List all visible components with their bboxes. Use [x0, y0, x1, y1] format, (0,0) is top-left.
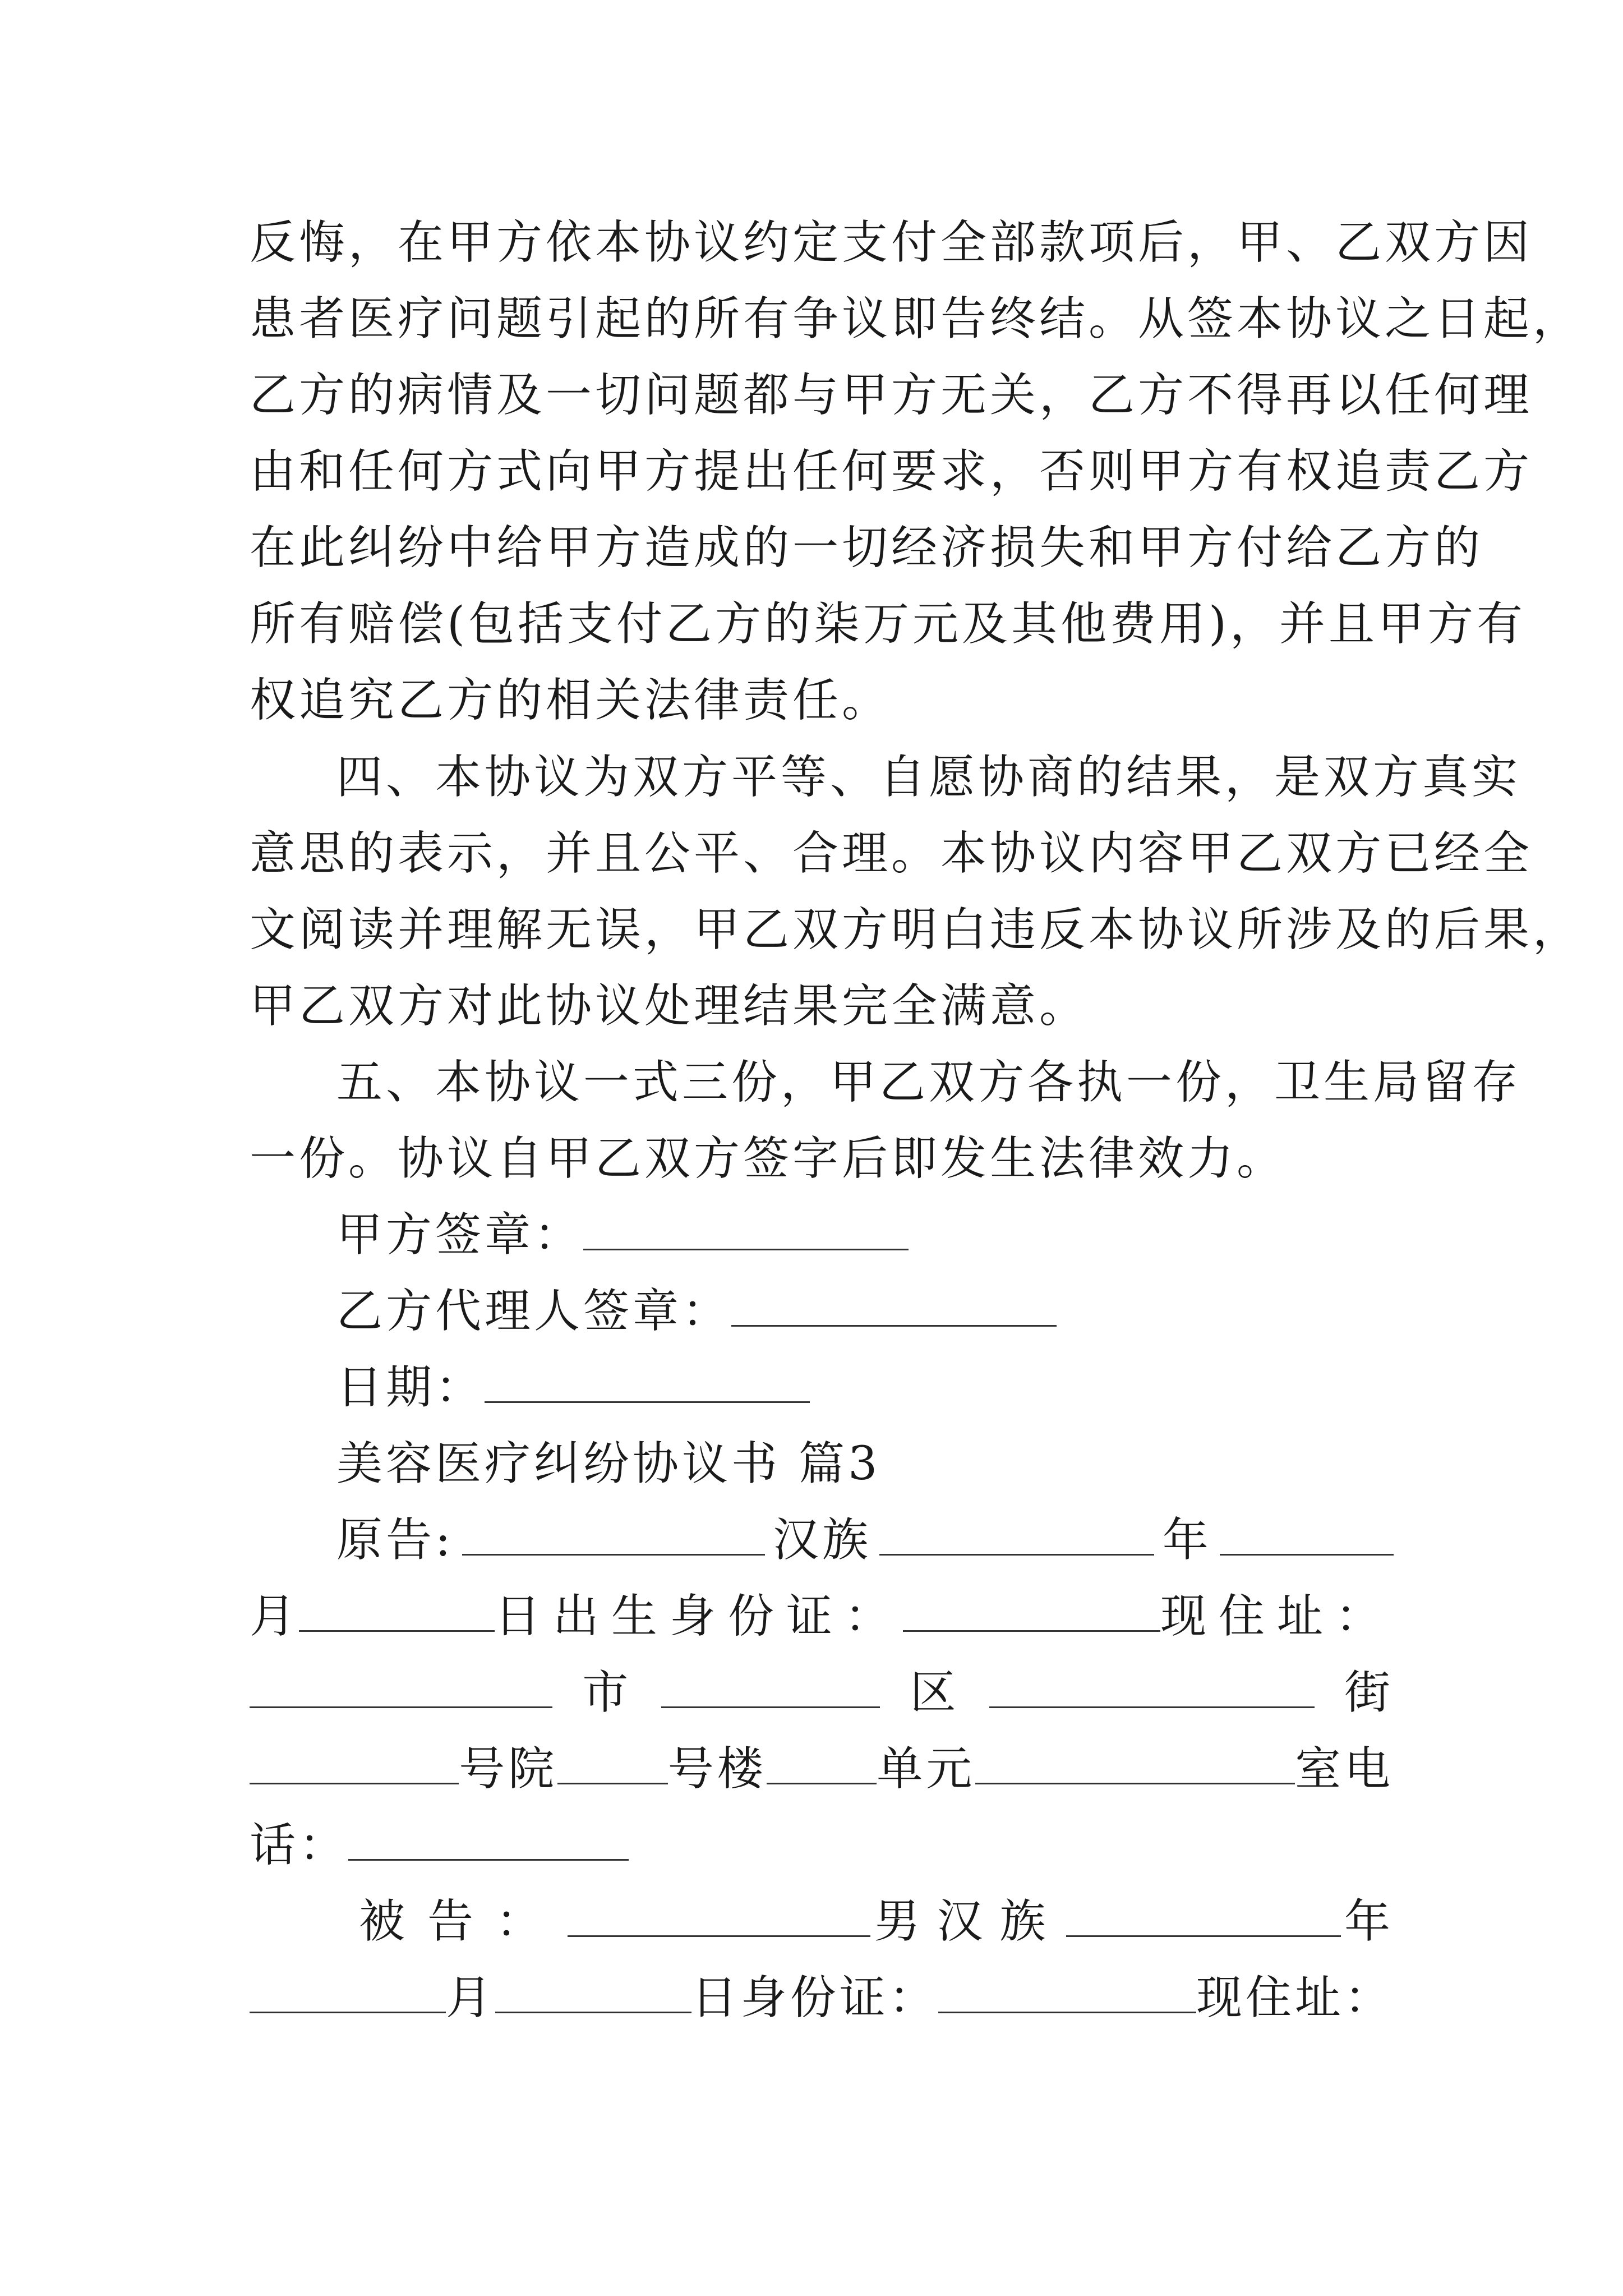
date-blank: [485, 1366, 810, 1403]
paragraph-line: 由和任何方式向甲方提出任何要求，否则甲方有权追责乙方: [250, 445, 1533, 498]
paragraph-line: 甲乙双方对此协议处理结果完全满意。: [250, 979, 1089, 1033]
street-blank: [989, 1672, 1315, 1708]
building-blank: [557, 1748, 667, 1784]
year-blank: [250, 1977, 446, 2013]
room-blank: [975, 1748, 1295, 1784]
yard-label: 号院: [459, 1742, 558, 1796]
date-label: 日期：: [336, 1361, 485, 1414]
plaintiff-label: 原告:: [336, 1513, 454, 1567]
birth-id-label: 日出生身份证：: [494, 1590, 903, 1643]
plaintiff-line-2: [250, 1586, 1394, 1648]
district-label: 区: [910, 1666, 960, 1719]
month-label: 月: [445, 1971, 495, 2024]
signature-label: 乙方代理人签章：: [336, 1285, 732, 1338]
building-label: 号楼: [667, 1742, 767, 1796]
day-id-label: 日身份证：: [691, 1971, 938, 2024]
signature-label: 甲方签章：: [336, 1208, 584, 1262]
plaintiff-line-3: [250, 1662, 1394, 1724]
yard-blank: [250, 1748, 459, 1784]
year-label: 年: [1344, 1895, 1394, 1948]
address-label: 现住址：: [1160, 1590, 1394, 1643]
address-label: 现住址：: [1196, 1971, 1394, 2024]
signature-blank: [731, 1290, 1057, 1327]
month-blank: [299, 1595, 495, 1632]
defendant-line-2: [250, 1967, 1394, 2029]
defendant-line-1: [359, 1891, 1394, 1953]
paragraph-line: 权追究乙方的相关法律责任。: [250, 674, 892, 727]
paragraph-line: 所有赔偿(包括支付乙方的柒万元及其他费用)，并且甲方有: [250, 597, 1526, 651]
month-label: 月: [250, 1590, 299, 1643]
unit-label: 单元: [877, 1742, 976, 1796]
plaintiff-line-5: [250, 1815, 1394, 1876]
paragraph-line: 反悔，在甲方依本协议约定支付全部款项后，甲、乙双方因: [250, 216, 1533, 269]
signature-date: [336, 1357, 1394, 1419]
paragraph-line: 乙方的病情及一切问题都与甲方无关，乙方不得再以任何理: [250, 369, 1533, 422]
month-blank: [495, 1977, 691, 2013]
paragraph-line: 一份。协议自甲乙双方签字后即发生法律效力。: [250, 1132, 1287, 1185]
ethnicity-label: 汉族: [773, 1513, 872, 1567]
year-blank: [1220, 1519, 1394, 1556]
room-phone-label: 室电: [1295, 1742, 1394, 1796]
name-blank: [568, 1901, 870, 1937]
unit-blank: [767, 1748, 877, 1784]
id-blank: [938, 1977, 1196, 2013]
id-blank: [903, 1595, 1160, 1632]
paragraph-line: 患者医疗问题引起的所有争议即告终结。从签本协议之日起，: [250, 292, 1583, 346]
defendant-label: 被告：: [359, 1895, 565, 1948]
signature-party-b-agent: [336, 1281, 1394, 1342]
signature-party-a: [336, 1204, 1394, 1266]
ethnicity-blank: [1066, 1901, 1341, 1937]
phone-blank: [348, 1824, 629, 1861]
street-label: 街: [1344, 1666, 1394, 1719]
city-label: 市: [582, 1666, 632, 1719]
plaintiff-line-1: [336, 1510, 1394, 1571]
name-blank: [462, 1519, 765, 1556]
signature-blank: [583, 1214, 909, 1250]
paragraph-line: 五、本协议一式三份，甲乙双方各执一份，卫生局留存: [336, 1056, 1521, 1109]
city-blank: [250, 1672, 552, 1708]
district-blank: [661, 1672, 880, 1708]
paragraph-line: 意思的表示，并且公平、合理。本协议内容甲乙双方已经全: [250, 827, 1533, 880]
year-label: 年: [1162, 1513, 1212, 1567]
ethnicity-blank: [879, 1519, 1154, 1556]
paragraph-line: 四、本协议为双方平等、自愿协商的结果，是双方真实: [336, 751, 1521, 804]
gender-ethnicity-label: 男汉族: [874, 1895, 1063, 1948]
paragraph-line: 在此纠纷中给甲方造成的一切经济损失和甲方付给乙方的: [250, 521, 1484, 574]
plaintiff-line-4: [250, 1738, 1394, 1800]
section-title: 美容医疗纠纷协议书 篇3: [336, 1437, 881, 1490]
paragraph-line: 文阅读并理解无误，甲乙双方明白违反本协议所涉及的后果，: [250, 903, 1583, 956]
phone-label: 话：: [250, 1819, 349, 1872]
